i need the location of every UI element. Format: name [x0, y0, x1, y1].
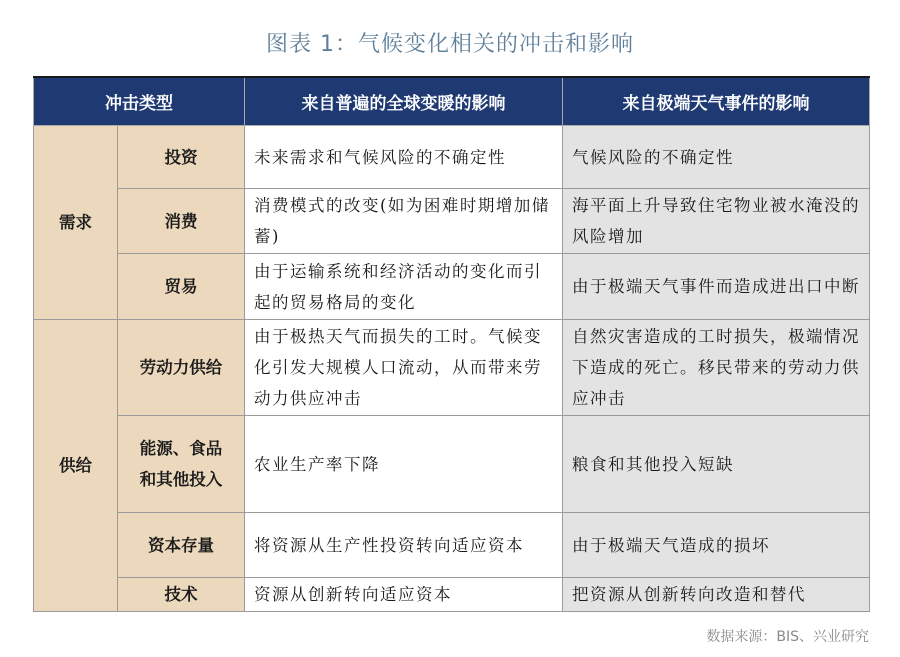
header-row	[34, 77, 870, 126]
table-row	[34, 189, 870, 254]
row-type: 技术	[118, 578, 245, 612]
extreme-impact-cell: 气候风险的不确定性	[563, 126, 870, 189]
row-type: 劳动力供给	[118, 320, 245, 416]
extreme-impact-cell: 自然灾害造成的工时损失，极端情况下造成的死亡。移民带来的劳动力供应冲击	[563, 320, 870, 416]
impact-table	[33, 76, 870, 612]
global-impact-cell: 资源从创新转向适应资本	[245, 578, 563, 612]
extreme-impact-cell: 由于极端天气事件而造成进出口中断	[563, 254, 870, 320]
global-impact-cell: 由于运输系统和经济活动的变化而引起的贸易格局的变化	[245, 254, 563, 320]
global-impact-cell: 消费模式的改变(如为困难时期增加储蓄)	[245, 189, 563, 254]
row-type: 能源、食品和其他投入	[118, 416, 245, 513]
extreme-impact-cell: 由于极端天气造成的损坏	[563, 513, 870, 578]
global-impact-cell: 农业生产率下降	[245, 416, 563, 513]
extreme-impact-cell: 海平面上升导致住宅物业被水淹没的风险增加	[563, 189, 870, 254]
header-shock-type: 冲击类型	[34, 77, 245, 126]
table-row	[34, 126, 870, 189]
header-global-warming: 来自普遍的全球变暖的影响	[245, 77, 563, 126]
row-type: 投资	[118, 126, 245, 189]
header-extreme-weather: 来自极端天气事件的影响	[563, 77, 870, 126]
row-type: 贸易	[118, 254, 245, 320]
category-demand: 需求	[34, 126, 118, 320]
table-row	[34, 513, 870, 578]
row-type: 资本存量	[118, 513, 245, 578]
chart-title: 图表 1：气候变化相关的冲击和影响	[266, 32, 634, 57]
table-row	[34, 578, 870, 612]
extreme-impact-cell: 把资源从创新转向改造和替代	[563, 578, 870, 612]
global-impact-cell: 将资源从生产性投资转向适应资本	[245, 513, 563, 578]
extreme-impact-cell: 粮食和其他投入短缺	[563, 416, 870, 513]
category-supply: 供给	[34, 320, 118, 612]
row-type: 消费	[118, 189, 245, 254]
table-row	[34, 320, 870, 416]
source-note: 数据来源：BIS、兴业研究	[706, 629, 869, 645]
global-impact-cell: 未来需求和气候风险的不确定性	[245, 126, 563, 189]
table-row	[34, 416, 870, 513]
table-row	[34, 254, 870, 320]
global-impact-cell: 由于极热天气而损失的工时。气候变化引发大规模人口流动，从而带来劳动力供应冲击	[245, 320, 563, 416]
